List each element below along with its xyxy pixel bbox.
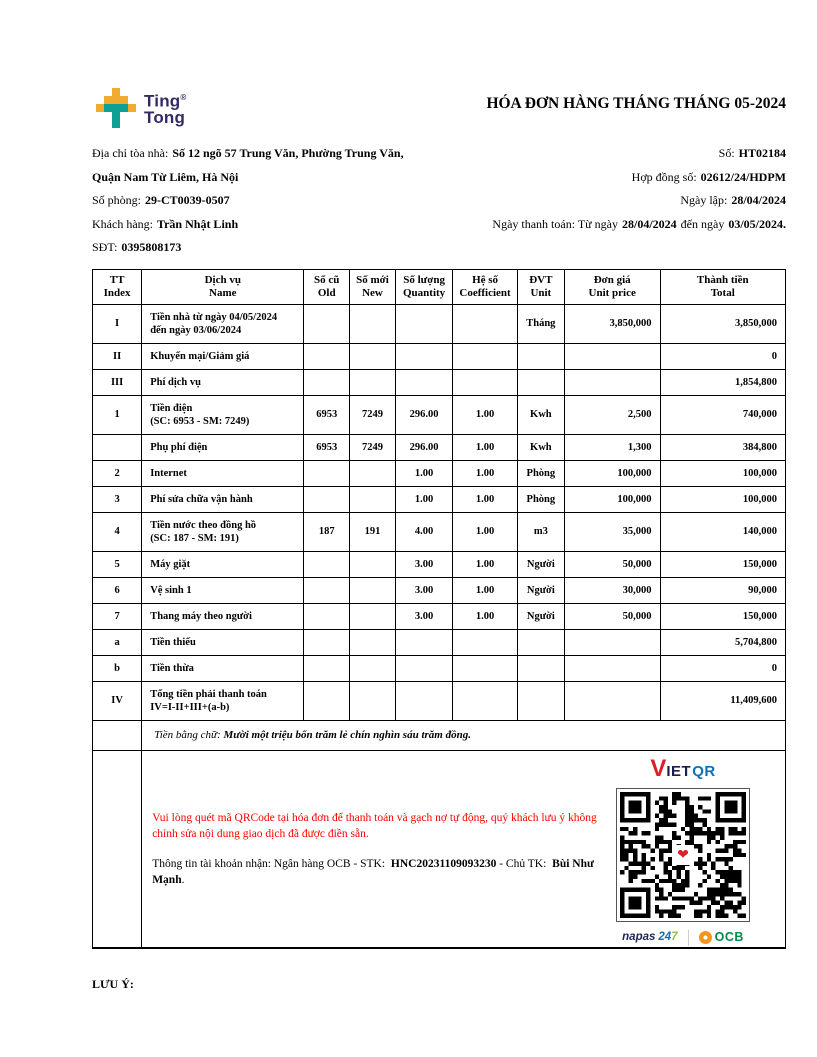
table-cell xyxy=(395,655,453,681)
table-cell: IV xyxy=(93,681,142,720)
table-cell xyxy=(350,304,396,343)
issue-date-label: Ngày lập: xyxy=(680,193,728,207)
table-cell xyxy=(304,304,350,343)
issue-date-value: 28/04/2024 xyxy=(731,193,786,207)
heart-icon: ❤ xyxy=(672,845,694,865)
table-cell: 100,000 xyxy=(660,486,785,512)
table-cell: 100,000 xyxy=(564,486,660,512)
table-cell xyxy=(350,655,396,681)
table-cell xyxy=(517,655,564,681)
table-cell: 50,000 xyxy=(564,551,660,577)
table-cell xyxy=(350,369,396,395)
tingtong-logo xyxy=(92,88,186,128)
table-cell: 187 xyxy=(304,512,350,551)
table-cell xyxy=(395,681,453,720)
info-row xyxy=(92,142,786,166)
divider xyxy=(688,930,689,946)
table-cell xyxy=(453,304,517,343)
service-name-cell: Vệ sinh 1 xyxy=(142,577,304,603)
table-cell: Phòng xyxy=(517,460,564,486)
table-cell: 0 xyxy=(660,343,785,369)
qr-brand-row xyxy=(597,930,769,946)
vietqr-card xyxy=(597,752,769,946)
table-cell: 4 xyxy=(93,512,142,551)
table-cell: 1.00 xyxy=(453,486,517,512)
tingtong-logo-icon xyxy=(96,88,136,128)
qr-section-row xyxy=(93,750,786,948)
table-cell xyxy=(304,603,350,629)
table-cell: 3.00 xyxy=(395,603,453,629)
service-name-cell: Tiền thừa xyxy=(142,655,304,681)
table-cell: Kwh xyxy=(517,434,564,460)
column-header: Dịch vụ Name xyxy=(142,269,304,304)
table-cell: 3 xyxy=(93,486,142,512)
table-row xyxy=(93,603,786,629)
table-cell: 6 xyxy=(93,577,142,603)
table-cell: 1,854,800 xyxy=(660,369,785,395)
table-cell: 30,000 xyxy=(564,577,660,603)
table-cell: Người xyxy=(517,577,564,603)
account-mid: - Chủ TK: xyxy=(499,857,547,870)
table-cell: 5,704,800 xyxy=(660,629,785,655)
table-cell xyxy=(517,343,564,369)
table-cell: 1.00 xyxy=(395,486,453,512)
table-cell: 11,409,600 xyxy=(660,681,785,720)
table-cell: 1.00 xyxy=(453,512,517,551)
table-cell xyxy=(304,369,350,395)
table-cell xyxy=(564,369,660,395)
table-cell xyxy=(304,681,350,720)
table-cell: 1.00 xyxy=(453,395,517,434)
table-cell: 1 xyxy=(93,395,142,434)
table-cell xyxy=(453,343,517,369)
column-header: Đơn giá Unit price xyxy=(564,269,660,304)
table-cell: 2,500 xyxy=(564,395,660,434)
invoice-no-value: HT02184 xyxy=(738,146,786,160)
table-cell: Người xyxy=(517,603,564,629)
table-cell xyxy=(564,343,660,369)
table-cell: 4.00 xyxy=(395,512,453,551)
table-cell xyxy=(93,434,142,460)
phone-value: 0395808173 xyxy=(121,240,182,254)
table-cell: 6953 xyxy=(304,395,350,434)
table-cell: Tháng xyxy=(517,304,564,343)
table-cell xyxy=(564,655,660,681)
account-holder: Bùi Như Mạnh xyxy=(152,857,594,886)
service-name-cell: Tiền thiếu xyxy=(142,629,304,655)
table-cell xyxy=(564,629,660,655)
service-name-cell: Phụ phí điện xyxy=(142,434,304,460)
table-cell xyxy=(350,681,396,720)
table-row xyxy=(93,343,786,369)
table-row xyxy=(93,434,786,460)
table-cell xyxy=(350,486,396,512)
table-cell xyxy=(453,369,517,395)
service-name-cell: Internet xyxy=(142,460,304,486)
table-cell: 6953 xyxy=(304,434,350,460)
table-cell: 100,000 xyxy=(660,460,785,486)
table-row xyxy=(93,395,786,434)
table-cell xyxy=(304,551,350,577)
amount-in-words-label: Tiền bằng chữ: xyxy=(154,728,221,741)
table-cell xyxy=(453,629,517,655)
table-cell xyxy=(304,577,350,603)
table-cell: 191 xyxy=(350,512,396,551)
table-cell: 3.00 xyxy=(395,577,453,603)
info-row xyxy=(92,213,786,237)
table-cell: I xyxy=(93,304,142,343)
table-cell xyxy=(304,343,350,369)
column-header: Số lượng Quantity xyxy=(395,269,453,304)
invoice-table xyxy=(92,269,786,949)
column-header: TT Index xyxy=(93,269,142,304)
table-cell: 140,000 xyxy=(660,512,785,551)
table-cell: 296.00 xyxy=(395,434,453,460)
table-cell: 7249 xyxy=(350,395,396,434)
table-cell: 7 xyxy=(93,603,142,629)
table-cell: 5 xyxy=(93,551,142,577)
qr-code xyxy=(616,788,750,922)
table-cell: III xyxy=(93,369,142,395)
table-cell xyxy=(350,343,396,369)
table-row xyxy=(93,655,786,681)
table-row xyxy=(93,577,786,603)
payment-period-label: Ngày thanh toán: Từ ngày xyxy=(492,216,618,231)
contract-value: 02612/24/HDPM xyxy=(700,169,786,184)
table-cell: 1,300 xyxy=(564,434,660,460)
room-value: 29-CT0039-0507 xyxy=(145,193,230,207)
table-row xyxy=(93,460,786,486)
service-name-cell: Khuyến mại/Giảm giá xyxy=(142,343,304,369)
table-cell: 3,850,000 xyxy=(564,304,660,343)
account-number: HNC20231109093230 xyxy=(390,857,497,870)
info-row xyxy=(92,166,786,190)
table-cell xyxy=(517,629,564,655)
table-cell: 740,000 xyxy=(660,395,785,434)
table-row xyxy=(93,369,786,395)
address-label: Địa chỉ tòa nhà: xyxy=(92,146,169,160)
payment-to: 03/05/2024. xyxy=(728,216,786,231)
service-name-cell: Tiền điện (SC: 6953 - SM: 7249) xyxy=(142,395,304,434)
phone-label: SĐT: xyxy=(92,240,118,254)
table-cell xyxy=(564,681,660,720)
table-cell xyxy=(350,629,396,655)
info-row xyxy=(92,236,786,260)
table-header xyxy=(93,269,786,304)
column-header: Hệ số Coefficient xyxy=(453,269,517,304)
table-cell: Kwh xyxy=(517,395,564,434)
service-name-cell: Tiền nước theo đồng hồ (SC: 187 - SM: 191) xyxy=(142,512,304,551)
invoice-title: HÓA ĐƠN HÀNG THÁNG THÁNG 05-2024 xyxy=(486,95,786,112)
table-row xyxy=(93,629,786,655)
table-cell: 296.00 xyxy=(395,395,453,434)
table-cell xyxy=(304,655,350,681)
table-cell xyxy=(453,681,517,720)
ocb-logo: OCB xyxy=(699,931,744,944)
payment-note xyxy=(142,810,597,888)
qr-instruction: Vui lòng quét mã QRCode tại hóa đơn để thanh toán và gạch nợ tự động, quý khách lưu ý không chỉnh sửa nội dung giao dịch đã được điền sẵn. xyxy=(152,811,597,840)
column-header: Số mới New xyxy=(350,269,396,304)
table-cell: 7249 xyxy=(350,434,396,460)
table-cell xyxy=(395,343,453,369)
table-cell xyxy=(395,629,453,655)
napas-247-logo: napas 247 xyxy=(622,931,678,943)
table-cell: a xyxy=(93,629,142,655)
table-cell: 1.00 xyxy=(453,603,517,629)
table-cell: m3 xyxy=(517,512,564,551)
customer-value: Trần Nhật Linh xyxy=(156,216,239,231)
table-cell: 1.00 xyxy=(453,577,517,603)
table-row xyxy=(93,681,786,720)
table-cell: 2 xyxy=(93,460,142,486)
vietqr-logo: VIETQR xyxy=(650,754,716,782)
table-cell: II xyxy=(93,343,142,369)
ocb-icon xyxy=(699,931,712,944)
table-cell: 150,000 xyxy=(660,551,785,577)
table-cell: 100,000 xyxy=(564,460,660,486)
service-name-cell: Máy giặt xyxy=(142,551,304,577)
header xyxy=(92,88,786,128)
table-cell: 3.00 xyxy=(395,551,453,577)
table-cell xyxy=(395,304,453,343)
table-cell: b xyxy=(93,655,142,681)
room-label: Số phòng: xyxy=(92,193,142,207)
amount-in-words-row xyxy=(93,720,786,750)
table-row xyxy=(93,486,786,512)
service-name-cell: Thang máy theo người xyxy=(142,603,304,629)
account-info: Thông tin tài khoản nhận: Ngân hàng OCB - STK: HNC20231109093230 - Chủ TK: Bùi Như Mạnh. xyxy=(152,857,594,886)
table-row xyxy=(93,512,786,551)
table-row xyxy=(93,304,786,343)
footer-note: LƯU Ý: xyxy=(92,976,134,991)
column-header: Thành tiền Total xyxy=(660,269,785,304)
service-name-cell: Phí dịch vụ xyxy=(142,369,304,395)
table-cell xyxy=(304,486,350,512)
invoice-no-label: Số: xyxy=(718,146,735,160)
table-cell: 150,000 xyxy=(660,603,785,629)
service-name-cell: Tiền nhà từ ngày 04/05/2024 đến ngày 03/06/2024 xyxy=(142,304,304,343)
table-cell: 1.00 xyxy=(395,460,453,486)
table-cell xyxy=(304,460,350,486)
service-name-cell: Tổng tiền phải thanh toán IV=I-II+III+(a-b) xyxy=(142,681,304,720)
table-cell: Người xyxy=(517,551,564,577)
table-cell: 1.00 xyxy=(453,434,517,460)
table-cell: 0 xyxy=(660,655,785,681)
address-value: Số 12 ngõ 57 Trung Văn, Phường Trung Văn, xyxy=(172,146,404,160)
payment-mid: đến ngày xyxy=(680,216,725,231)
address-value-2: Quận Nam Từ Liêm, Hà Nội xyxy=(92,169,239,184)
table-cell: 3,850,000 xyxy=(660,304,785,343)
invoice-info xyxy=(92,142,786,260)
table-cell xyxy=(304,629,350,655)
table-cell: 384,800 xyxy=(660,434,785,460)
table-cell: 35,000 xyxy=(564,512,660,551)
table-row xyxy=(93,551,786,577)
table-cell: Phòng xyxy=(517,486,564,512)
service-name-cell: Phí sửa chữa vận hành xyxy=(142,486,304,512)
table-cell: 1.00 xyxy=(453,551,517,577)
info-row xyxy=(92,189,786,213)
amount-in-words-value: Mười một triệu bốn trăm lẻ chín nghìn sáu trăm đồng. xyxy=(223,728,471,741)
table-cell xyxy=(350,577,396,603)
table-cell: 90,000 xyxy=(660,577,785,603)
table-cell xyxy=(350,460,396,486)
contract-label: Hợp đồng số: xyxy=(631,169,697,184)
column-header: ĐVT Unit xyxy=(517,269,564,304)
table-cell xyxy=(517,681,564,720)
table-cell xyxy=(395,369,453,395)
table-cell xyxy=(453,655,517,681)
table-cell xyxy=(517,369,564,395)
account-label: Thông tin tài khoản nhận: Ngân hàng OCB - STK: xyxy=(152,857,386,870)
column-header: Số cũ Old xyxy=(304,269,350,304)
tingtong-logo-text: Ting® Tong xyxy=(144,91,187,127)
table-cell: 1.00 xyxy=(453,460,517,486)
customer-label: Khách hàng: xyxy=(92,216,153,231)
table-cell xyxy=(350,603,396,629)
table-cell xyxy=(350,551,396,577)
registered-mark: ® xyxy=(180,93,187,103)
payment-from: 28/04/2024 xyxy=(622,216,677,231)
table-cell: 50,000 xyxy=(564,603,660,629)
